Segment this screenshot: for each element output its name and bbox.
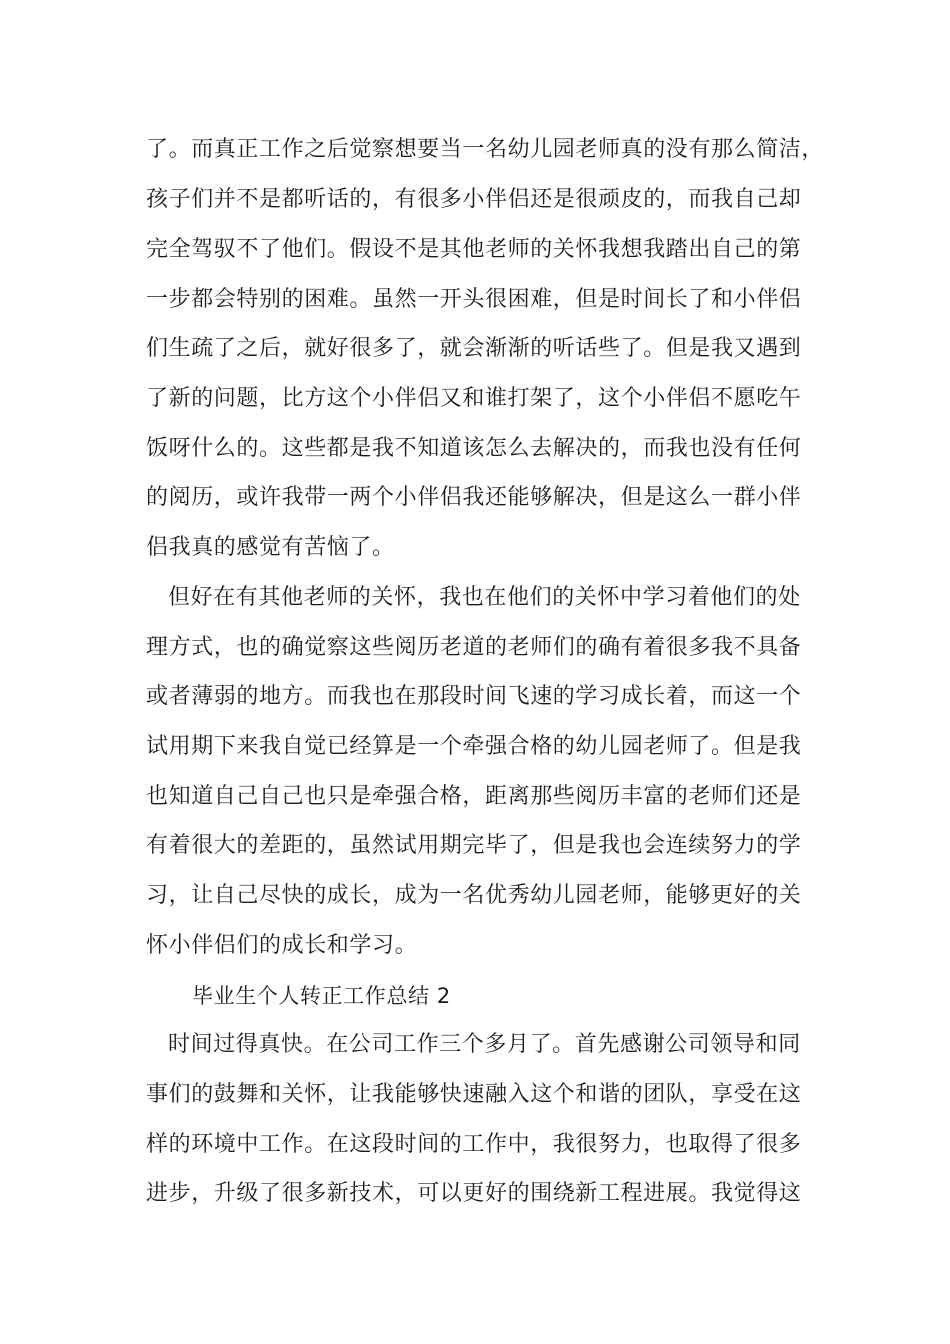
text-line: 试用期下来我自觉已经算是一个牵强合格的幼儿园老师了。但是我 <box>146 734 802 759</box>
text-line: 们生疏了之后，就好很多了，就会渐渐的听话些了。但是我又遇到 <box>146 336 802 361</box>
text-line: 了。而真正工作之后觉察想要当一名幼儿园老师真的没有那么简洁， <box>146 137 825 162</box>
text-line: 习，让自己尽快的成长，成为一名优秀幼儿园老师，能够更好的关 <box>146 883 802 908</box>
text-line: 也知道自己自己也只是牵强合格，距离那些阅历丰富的老师们还是 <box>146 784 802 809</box>
text-line: 有着很大的差距的，虽然试用期完毕了，但是我也会连续努力的学 <box>146 833 802 858</box>
paragraph-start-line: 时间过得真快。在公司工作三个多月了。首先感谢公司领导和同 <box>168 1032 801 1057</box>
text-line: 的阅历，或许我带一两个小伴侣我还能够解决，但是这么一群小伴 <box>146 485 802 510</box>
text-line: 孩子们并不是都听话的，有很多小伴侣还是很顽皮的，而我自己却 <box>146 187 802 212</box>
text-line: 样的环境中工作。在这段时间的工作中，我很努力，也取得了很多 <box>146 1132 802 1157</box>
text-line: 怀小伴侣们的成长和学习。 <box>146 933 418 958</box>
text-line: 侣我真的感觉有苦恼了。 <box>146 535 395 560</box>
text-line: 进步，升级了很多新技术，可以更好的围绕新工程进展。我觉得这 <box>146 1181 802 1206</box>
text-line: 饭呀什么的。这些都是我不知道该怎么去解决的，而我也没有任何 <box>146 436 802 461</box>
section-heading: 毕业生个人转正工作总结 2 <box>192 984 451 1008</box>
text-line: 完全驾驭不了他们。假设不是其他老师的关怀我想我踏出自己的第 <box>146 237 802 262</box>
text-line: 了新的问题，比方这个小伴侣又和谁打架了，这个小伴侣不愿吃午 <box>146 386 802 411</box>
paragraph-start-line: 但好在有其他老师的关怀，我也在他们的关怀中学习着他们的处 <box>168 585 801 610</box>
text-line: 理方式，也的确觉察这些阅历老道的老师们的确有着很多我不具备 <box>146 635 802 660</box>
text-line: 一步都会特别的困难。虽然一开头很困难，但是时间长了和小伴侣 <box>146 287 802 312</box>
text-line: 或者薄弱的地方。而我也在那段时间飞速的学习成长着，而这一个 <box>146 684 802 709</box>
text-line: 事们的鼓舞和关怀，让我能够快速融入这个和谐的团队，享受在这 <box>146 1082 802 1107</box>
